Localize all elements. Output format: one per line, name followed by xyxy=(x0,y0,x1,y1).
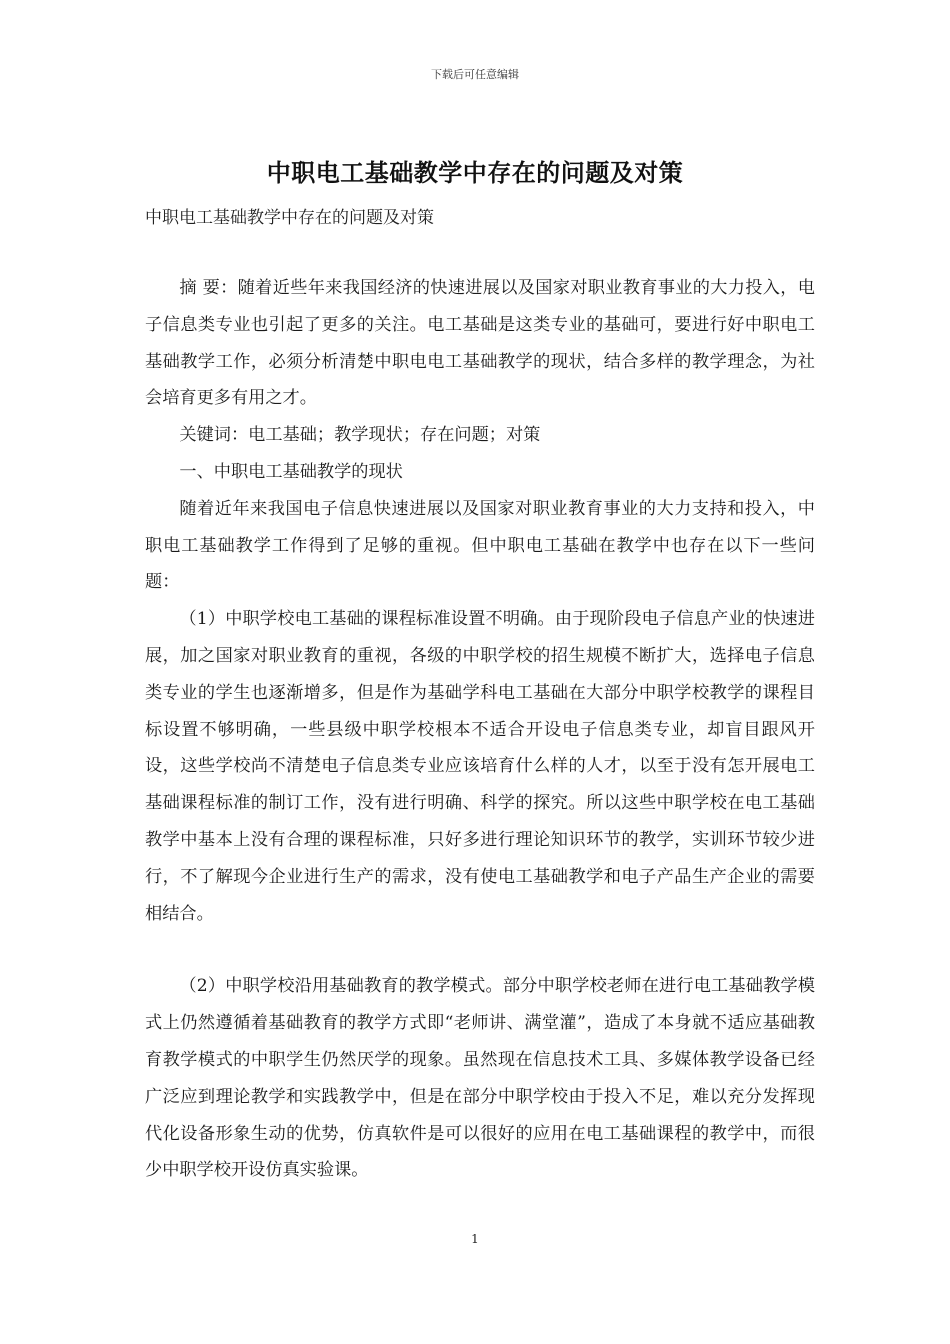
section-heading: 一、中职电工基础教学的现状 xyxy=(179,461,403,482)
body-paragraph: 随着近年来我国电子信息快速进展以及国家对职业教育事业的大力支持和投入，中职电工基础教学工作得到了足够的重视。但中职电工基础在教学中也存在以下一些问题： xyxy=(145,498,815,593)
page-header: 下载后可任意编辑 xyxy=(431,68,519,81)
document-subtitle: 中职电工基础教学中存在的问题及对策 xyxy=(145,208,434,228)
keywords-paragraph: 关键词：电工基础；教学现状；存在问题；对策 xyxy=(179,425,541,446)
page-number: 1 xyxy=(471,1232,479,1246)
body-paragraph: （2）中职学校沿用基础教育的教学模式。部分中职学校老师在进行电工基础教学模式上仍然遵循着基础教育的教学方式即“老师讲、满堂灌”，造成了本身就不适应基础教育教学模式的中职学生仍然厌学的现象。虽然现在信息技术工具、多媒体教学设备已经广泛应到理论教学和实践教学中，但是在部分中职学校由于投入不足，难以充分发挥现代化设备形象生动的优势，仿真软件是可以很好的应用在电工基础课程的教学中，而很少中职学校开设仿真实验课。 xyxy=(145,976,815,1181)
document-title: 中职电工基础教学中存在的问题及对策 xyxy=(266,158,684,187)
body-paragraph: （1）中职学校电工基础的课程标准设置不明确。由于现阶段电子信息产业的快速进展，加之国家对职业教育的重视，各级的中职学校的招生规模不断扩大，选择电子信息类专业的学生也逐渐增多，但是作为基础学科电工基础在大部分中职学校教学的课程目标设置不够明确，一些县级中职学校根本不适合开设电子信息类专业，却盲目跟风开设，这些学校尚不清楚电子信息类专业应该培育什么样的人才，以至于没有怎开展电工基础课程标准的制订工作，没有进行明确、科学的探究。所以这些中职学校在电工基础教学中基本上没有合理的课程标准，只好多进行理论知识环节的教学，实训环节较少进行，不了解现今企业进行生产的需求，没有使电工基础教学和电子产品生产企业的需要相结合。 xyxy=(145,609,815,924)
abstract-paragraph: 摘 要：随着近些年来我国经济的快速进展以及国家对职业教育事业的大力投入，电子信息类专业也引起了更多的关注。电工基础是这类专业的基础可，要进行好中职电工基础教学工作，必须分析清楚中职电电工基础教学的现状，结合多样的教学理念，为社会培育更多有用之才。 xyxy=(145,278,815,409)
document-body xyxy=(145,270,815,1189)
